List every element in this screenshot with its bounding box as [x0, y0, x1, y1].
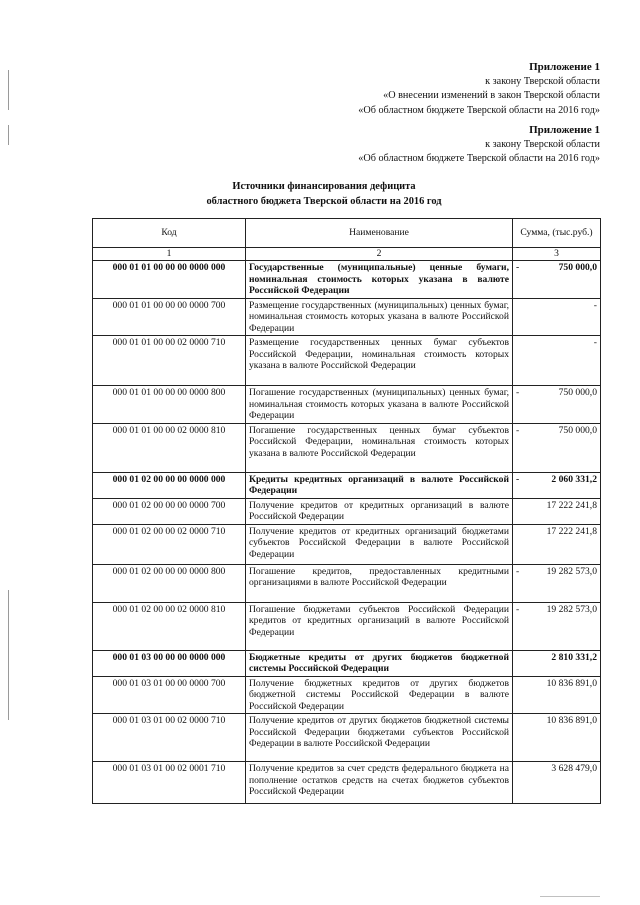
scan-bottom-mark: [540, 896, 600, 897]
appendix-title: Приложение 1: [529, 61, 600, 73]
budget-code-cell: 000 01 01 00 00 00 0000 700: [93, 298, 246, 336]
scan-edge-mark: [8, 590, 9, 720]
table-row: [93, 714, 601, 762]
amount-value: 19 282 573,0: [546, 603, 597, 615]
amount-value: 17 222 241,8: [546, 525, 597, 537]
amount-value: 19 282 573,0: [546, 565, 597, 577]
minus-sign: -: [516, 262, 520, 273]
amount-cell: [513, 602, 601, 650]
amount-value: 2 810 331,2: [551, 651, 597, 663]
amount-cell: [513, 498, 601, 524]
amount-value: 3 628 479,0: [551, 763, 597, 774]
item-name-cell: Получение кредитов от кредитных организаций бюджетами субъектов Российской Федерации в валюте Российской Федерации: [246, 524, 513, 564]
amount-value: 750 000,0: [558, 424, 597, 436]
amount-value: 750 000,0: [558, 262, 597, 273]
item-name-cell: Получение кредитов за счет средств федерального бюджета на пополнение остатков средств на счетах бюджетов субъектов Российской Федерации: [246, 762, 513, 804]
item-name-cell: Бюджетные кредиты от других бюджетов бюджетной системы Российской Федерации: [246, 650, 513, 676]
column-number-row: [93, 248, 601, 261]
table-row: [93, 261, 601, 299]
amount-cell: [513, 524, 601, 564]
table-row: [93, 602, 601, 650]
table-row: [93, 498, 601, 524]
column-header-name: Наименование: [246, 219, 513, 248]
budget-code-cell: 000 01 03 00 00 00 0000 000: [93, 650, 246, 676]
item-name-cell: Погашение государственных (муниципальных) ценных бумаг, номинальная стоимость которых указана в валюте Российской Федерации: [246, 386, 513, 424]
amount-cell: [513, 261, 601, 299]
budget-code-cell: 000 01 02 00 00 02 0000 710: [93, 524, 246, 564]
minus-sign: -: [516, 387, 520, 398]
item-name-cell: Погашение бюджетами субъектов Российской Федерации кредитов от кредитных организаций в валюте Российской Федерации: [246, 602, 513, 650]
item-name-cell: Государственные (муниципальные) ценные бумаги, номинальная стоимость которых указана в валюте Российской Федерации: [246, 261, 513, 299]
amount-value: -: [593, 299, 597, 311]
table-row: [93, 472, 601, 498]
appendix-law-header: [358, 123, 600, 167]
column-number: 2: [246, 248, 513, 261]
item-name-cell: Размещение государственных ценных бумаг субъектов Российской Федерации, номинальная стоимость которых указана в валюте Российской Федерации: [246, 336, 513, 386]
budget-code-cell: 000 01 03 01 00 02 0000 710: [93, 714, 246, 762]
budget-code-cell: 000 01 01 00 00 00 0000 000: [93, 261, 246, 299]
budget-code-cell: 000 01 01 00 00 02 0000 710: [93, 336, 246, 386]
amount-cell: [513, 472, 601, 498]
column-number: 1: [93, 248, 246, 261]
amount-value: -: [593, 337, 597, 348]
minus-sign: -: [516, 565, 520, 577]
appendix-line: к закону Тверской области: [485, 75, 600, 87]
amount-cell: [513, 336, 601, 386]
table-row: [93, 336, 601, 386]
scan-edge-mark: [8, 70, 9, 110]
minus-sign: -: [516, 603, 520, 615]
budget-code-cell: 000 01 02 00 00 00 0000 000: [93, 472, 246, 498]
amount-cell: [513, 762, 601, 804]
table-row: [93, 524, 601, 564]
column-number: 3: [513, 248, 601, 261]
amount-cell: [513, 564, 601, 602]
budget-code-cell: 000 01 01 00 00 02 0000 810: [93, 423, 246, 472]
item-name-cell: Получение кредитов от кредитных организаций в валюте Российской Федерации: [246, 498, 513, 524]
budget-code-cell: 000 01 01 00 00 00 0000 800: [93, 386, 246, 424]
amount-cell: [513, 298, 601, 336]
amount-value: 10 836 891,0: [546, 677, 597, 689]
table-row: [93, 762, 601, 804]
appendix-line: «Об областном бюджете Тверской области на 2016 год»: [358, 153, 600, 164]
column-header-sum: Сумма, (тыс.руб.): [513, 219, 601, 248]
document-title: [96, 180, 552, 209]
amount-cell: [513, 714, 601, 762]
appendix-line: «О внесении изменений в закон Тверской области: [383, 90, 600, 101]
budget-code-cell: 000 01 02 00 00 00 0000 800: [93, 564, 246, 602]
item-name-cell: Получение бюджетных кредитов от других бюджетов бюджетной системы Российской Федерации в валюте Российской Федерации: [246, 676, 513, 714]
scan-edge-mark: [8, 125, 9, 145]
table-row: [93, 564, 601, 602]
column-header-code: Код: [93, 219, 246, 248]
budget-code-cell: 000 01 02 00 00 02 0000 810: [93, 602, 246, 650]
amount-cell: [513, 676, 601, 714]
table-row: [93, 650, 601, 676]
amount-value: 10 836 891,0: [546, 715, 597, 726]
amount-value: 2 060 331,2: [551, 473, 597, 485]
budget-code-cell: 000 01 03 01 00 02 0001 710: [93, 762, 246, 804]
table-body: [93, 261, 601, 804]
item-name-cell: Кредиты кредитных организаций в валюте Российской Федерации: [246, 472, 513, 498]
item-name-cell: Получение кредитов от других бюджетов бюджетной системы Российской Федерации бюджетами субъектов Российской Федерации в валюте Российской Федерации: [246, 714, 513, 762]
appendix-amendment-header: [358, 60, 600, 118]
item-name-cell: Погашение государственных ценных бумаг субъектов Российской Федерации, номинальная стоимость которых указана в валюте Российской Федерации: [246, 423, 513, 472]
appendix-title: Приложение 1: [529, 124, 600, 136]
appendix-line: «Об областном бюджете Тверской области на 2016 год»: [358, 104, 600, 116]
table-row: [93, 676, 601, 714]
table-row: [93, 298, 601, 336]
item-name-cell: Погашение кредитов, предоставленных кредитными организациями в валюте Российской Федерации: [246, 564, 513, 602]
amount-cell: [513, 386, 601, 424]
table-row: [93, 423, 601, 472]
table-row: [93, 386, 601, 424]
minus-sign: -: [516, 424, 520, 436]
document-title-line: Источники финансирования дефицита: [232, 181, 416, 192]
appendix-line: к закону Тверской области: [485, 138, 600, 150]
budget-code-cell: 000 01 03 01 00 00 0000 700: [93, 676, 246, 714]
amount-value: 17 222 241,8: [546, 499, 597, 511]
budget-code-cell: 000 01 02 00 00 00 0000 700: [93, 498, 246, 524]
amount-cell: [513, 423, 601, 472]
item-name-cell: Размещение государственных (муниципальных) ценных бумаг, номинальная стоимость которых указана в валюте Российской Федерации: [246, 298, 513, 336]
amount-cell: [513, 650, 601, 676]
table-header-row: [93, 219, 601, 248]
minus-sign: -: [516, 473, 520, 485]
financing-sources-table: [92, 218, 601, 804]
amount-value: 750 000,0: [558, 387, 597, 398]
document-title-line: областного бюджета Тверской области на 2016 год: [206, 195, 442, 207]
